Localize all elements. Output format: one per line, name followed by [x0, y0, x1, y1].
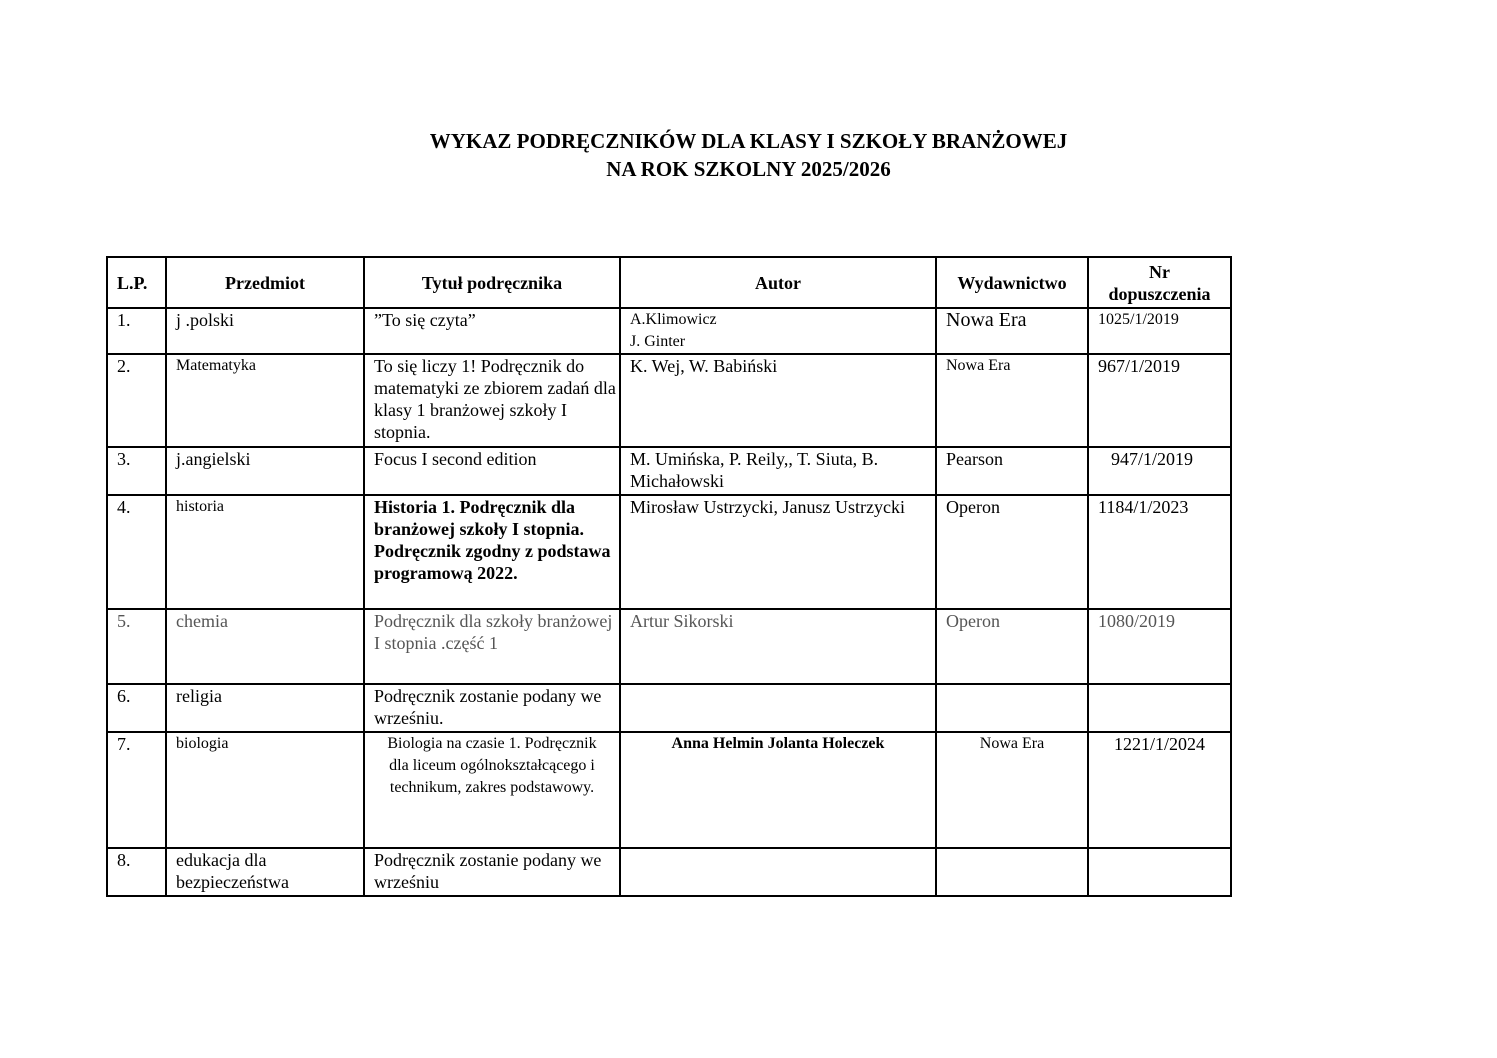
- cell-number: 947/1/2019: [1088, 447, 1231, 495]
- cell-lp: 4.: [107, 495, 166, 609]
- header-title: Tytuł podręcznika: [364, 257, 620, 308]
- cell-lp: 3.: [107, 447, 166, 495]
- cell-subject: j.angielski: [166, 447, 364, 495]
- cell-publisher: Nowa Era: [936, 354, 1088, 447]
- header-lp: L.P.: [107, 257, 166, 308]
- document-subtitle: NA ROK SZKOLNY 2025/2026: [606, 157, 891, 181]
- cell-publisher: Operon: [936, 495, 1088, 609]
- cell-publisher: [936, 684, 1088, 732]
- table-header-row: [107, 257, 1231, 308]
- cell-title: Focus I second edition: [364, 447, 620, 495]
- header-author: Autor: [620, 257, 936, 308]
- cell-lp: 5.: [107, 609, 166, 684]
- cell-subject: religia: [166, 684, 364, 732]
- cell-author: Artur Sikorski: [620, 609, 936, 684]
- header-number: Nr dopuszczenia: [1088, 257, 1231, 308]
- cell-title: To się liczy 1! Podręcznik do matematyki ze zbiorem zadań dla klasy 1 branżowej szkoły I stopnia.: [364, 354, 620, 447]
- cell-title: Biologia na czasie 1. Podręcznik dla liceum ogólnokształcącego i technikum, zakres podstawowy.: [364, 732, 620, 848]
- table-row: [107, 308, 1231, 354]
- cell-lp: 7.: [107, 732, 166, 848]
- table-row: [107, 609, 1231, 684]
- table-row: [107, 732, 1231, 848]
- cell-publisher: Operon: [936, 609, 1088, 684]
- cell-subject: historia: [166, 495, 364, 609]
- table-row: [107, 354, 1231, 447]
- cell-author: [620, 684, 936, 732]
- cell-lp: 6.: [107, 684, 166, 732]
- cell-number: 1221/1/2024: [1088, 732, 1231, 848]
- cell-lp: 1.: [107, 308, 166, 354]
- table-row: [107, 848, 1231, 896]
- table-row: [107, 495, 1231, 609]
- textbook-table: [106, 256, 1232, 897]
- header-publisher: Wydawnictwo: [936, 257, 1088, 308]
- cell-number: 1080/2019: [1088, 609, 1231, 684]
- header-subject: Przedmiot: [166, 257, 364, 308]
- cell-author: Anna Helmin Jolanta Holeczek: [620, 732, 936, 848]
- cell-author: Mirosław Ustrzycki, Janusz Ustrzycki: [620, 495, 936, 609]
- cell-number: 1184/1/2023: [1088, 495, 1231, 609]
- cell-lp: 2.: [107, 354, 166, 447]
- cell-title: ”To się czyta”: [364, 308, 620, 354]
- cell-subject: Matematyka: [166, 354, 364, 447]
- cell-title: Podręcznik dla szkoły branżowej I stopnia .część 1: [364, 609, 620, 684]
- cell-title: Podręcznik zostanie podany we wrześniu: [364, 848, 620, 896]
- cell-title: Podręcznik zostanie podany we wrześniu.: [364, 684, 620, 732]
- cell-number: 1025/1/2019: [1088, 308, 1231, 354]
- cell-author: A.Klimowicz J. Ginter: [620, 308, 936, 354]
- cell-author: K. Wej, W. Babiński: [620, 354, 936, 447]
- document-title: WYKAZ PODRĘCZNIKÓW DLA KLASY I SZKOŁY BRANŻOWEJ: [429, 129, 1068, 153]
- cell-title: Historia 1. Podręcznik dla branżowej szkoły I stopnia. Podręcznik zgodny z podstawa programową 2022.: [364, 495, 620, 609]
- cell-lp: 8.: [107, 848, 166, 896]
- cell-subject: biologia: [166, 732, 364, 848]
- cell-publisher: [936, 848, 1088, 896]
- cell-number: [1088, 684, 1231, 732]
- table-row: [107, 684, 1231, 732]
- cell-publisher: Pearson: [936, 447, 1088, 495]
- cell-subject: j .polski: [166, 308, 364, 354]
- cell-author: [620, 848, 936, 896]
- table-row: [107, 447, 1231, 495]
- cell-number: [1088, 848, 1231, 896]
- cell-subject: edukacja dla bezpieczeństwa: [166, 848, 364, 896]
- cell-publisher: Nowa Era: [936, 308, 1088, 354]
- cell-number: 967/1/2019: [1088, 354, 1231, 447]
- cell-subject: chemia: [166, 609, 364, 684]
- cell-publisher: Nowa Era: [936, 732, 1088, 848]
- cell-author: M. Umińska, P. Reily,, T. Siuta, B. Michałowski: [620, 447, 936, 495]
